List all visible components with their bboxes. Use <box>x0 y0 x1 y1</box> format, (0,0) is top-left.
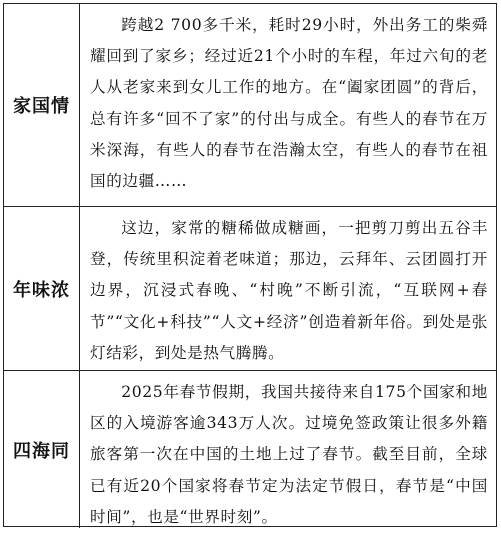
row-content-cell <box>80 4 496 206</box>
table-row-family <box>4 4 496 206</box>
row-label-cell <box>4 4 80 206</box>
table-row-festive <box>4 206 496 370</box>
row-label-cell <box>4 371 80 528</box>
row-label-cell <box>4 207 80 370</box>
theme-table <box>3 3 497 527</box>
row-content-cell <box>80 371 496 528</box>
row-label: 年味浓 <box>13 279 70 301</box>
row-content-cell <box>80 207 496 370</box>
row-label: 四海同 <box>13 440 70 462</box>
row-paragraph: 跨越2 700多千米，耗时29小时，外出务工的柴舜耀回到了家乡；经过近21个小时的车程，年过六旬的老人从老家来到女儿工作的地方。在“阖家团圆”的背后，总有许多“回不了家”的付出与成全。有些人的春节在万米深海，有些人的春节在浩瀚太空，有些人的春节在祖国的边疆…… <box>90 16 488 191</box>
table-row-world <box>4 370 496 528</box>
row-label: 家国情 <box>13 96 70 117</box>
row-paragraph: 这边，家常的糖稀做成糖画，一把剪刀剪出五谷丰登，传统里积淀着老味道；那边，云拜年、云团圆打开边界，沉浸式春晚、“村晚”不断引流，“互联网+春节”“文化+科技”“人文+经济”创造着新年俗。到处是张灯结彩，到处是热气腾腾。 <box>90 219 488 362</box>
row-paragraph: 2025年春节假期，我国共接待来自175个国家和地区的入境游客逾343万人次。过境免签政策让很多外籍旅客第一次在中国的土地上过了春节。截至目前，全球已有近20个国家将春节定为法定节假日，春节是“中国时间”，也是“世界时刻”。 <box>90 383 488 526</box>
